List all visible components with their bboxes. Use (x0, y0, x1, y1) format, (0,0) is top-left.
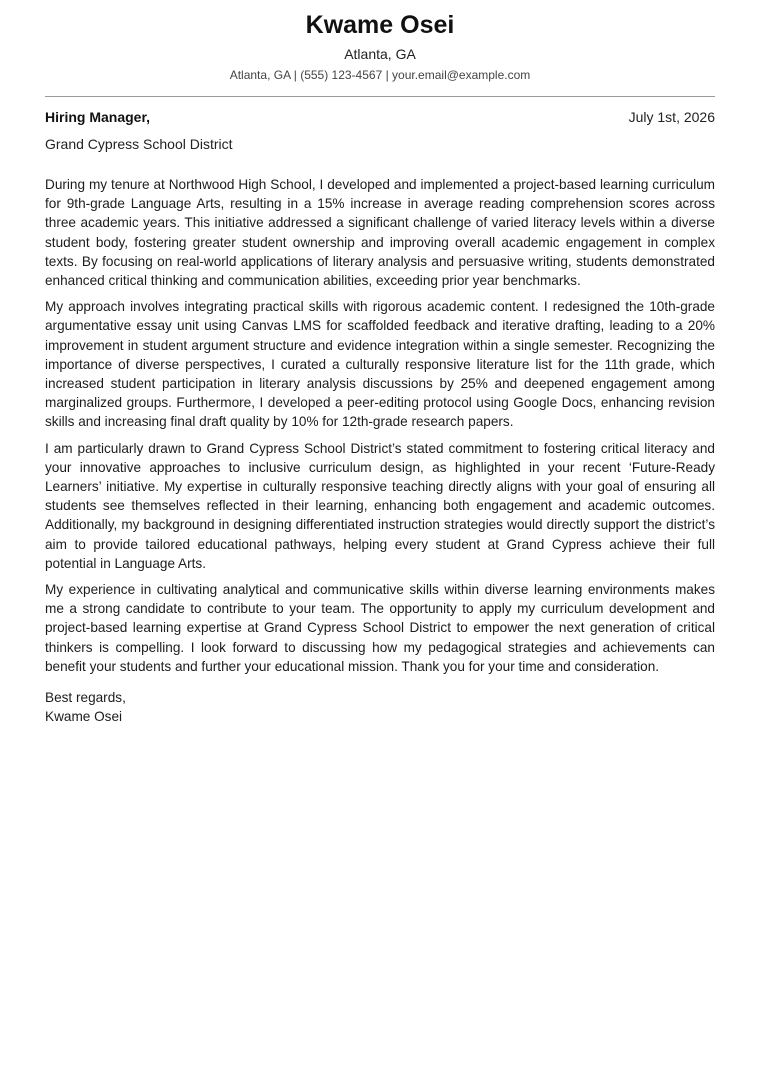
recipient-row (45, 107, 715, 127)
letter-closing (45, 688, 715, 726)
body-paragraph-3: I am particularly drawn to Grand Cypress School District’s stated commitment to fostering critical literacy and your innovative approaches to inclusive curriculum design, as highlighted in your recent ‘Future-Ready Learners’ initiative. My expertise in culturally responsive teaching directly aligns with your goal of ensuring all students see themselves reflected in their learning, enhancing both engagement and academic outcomes. Additionally, my background in designing differentiated instruction strategies would directly support the district’s aim to provide tailored educational pathways, helping every student at Grand Cypress achieve their full potential in Language Arts. (45, 440, 715, 571)
letter-body (45, 175, 715, 676)
header-divider (45, 96, 715, 97)
sender-location: Atlanta, GA (344, 46, 416, 62)
sender-name: Kwame Osei (305, 11, 455, 39)
letter-date: July 1st, 2026 (628, 109, 715, 125)
closing-salutation: Best regards, (45, 690, 126, 706)
body-paragraph-1: During my tenure at Northwood High School, I developed and implemented a project-based learning curriculum for 9th-grade Language Arts, resulting in a 15% increase in average reading comprehension scores across three academic years. This initiative addressed a significant challenge of varied literacy levels within a diverse student body, fostering greater student ownership and improving overall academic engagement in complex texts. By focusing on real-world applications of literary analysis and persuasive writing, students demonstrated enhanced critical thinking and communication abilities, exceeding prior year benchmarks. (45, 177, 715, 289)
sender-contact-line: Atlanta, GA | (555) 123-4567 | your.email@example.com (229, 68, 531, 82)
letter-header (45, 8, 715, 84)
recipient-title: Hiring Manager, (45, 109, 151, 125)
recipient-organization: Grand Cypress School District (45, 136, 233, 152)
closing-signature: Kwame Osei (45, 709, 123, 725)
body-paragraph-2: My approach involves integrating practical skills with rigorous academic content. I redesigned the 10th-grade argumentative essay unit using Canvas LMS for scaffolded feedback and iterative drafting, leading to a 20% improvement in student argument structure and evidence integration within a single semester. Recognizing the importance of diverse perspectives, I curated a culturally responsive literature list for the 11th grade, which increased student participation in literary analysis discussions by 25% and deepened engagement among marginalized groups. Furthermore, I developed a peer-editing protocol using Google Docs, enhancing revision skills and increasing final draft quality by 10% for 12th-grade research papers. (45, 299, 715, 430)
body-paragraph-4: My experience in cultivating analytical and communicative skills within diverse learning environments makes me a strong candidate to contribute to your team. The opportunity to apply my curriculum development and project-based learning expertise at Grand Cypress School District to empower the next generation of critical thinkers is compelling. I look forward to discussing how my pedagogical strategies and achievements can benefit your students and further your educational mission. Thank you for your time and consideration. (45, 582, 715, 674)
